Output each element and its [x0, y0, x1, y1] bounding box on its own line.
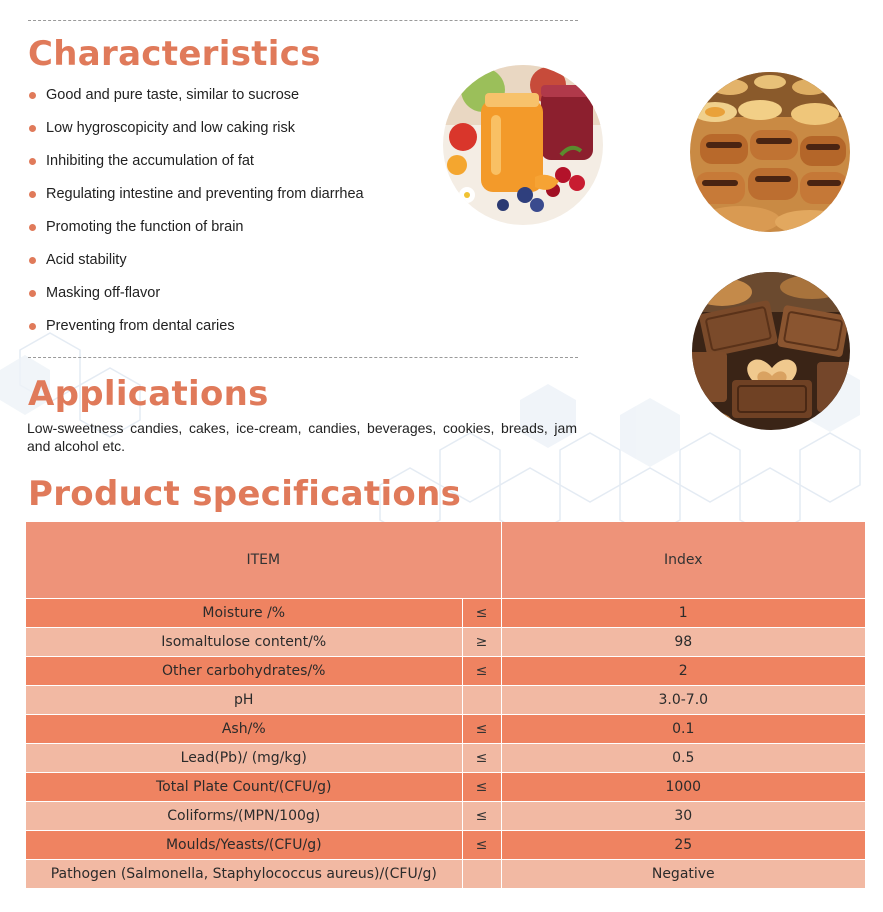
header-item: ITEM [26, 522, 501, 599]
row-symbol [462, 686, 501, 715]
bullet-icon [29, 125, 36, 132]
top-divider [28, 20, 578, 21]
row-index: 1 [501, 599, 865, 628]
table-row [26, 744, 865, 773]
list-item: Good and pure taste, similar to sucrose [28, 84, 364, 117]
row-index: 0.5 [501, 744, 865, 773]
row-item: Coliforms/(MPN/100g) [26, 802, 462, 831]
biscuit-photo [692, 272, 850, 430]
row-symbol: ≤ [462, 715, 501, 744]
list-item: Promoting the function of brain [28, 216, 364, 249]
row-item: Isomaltulose content/% [26, 628, 462, 657]
applications-text: Low-sweetness candies, cakes, ice-cream, candies, beverages, cookies, breads, jam and alcohol etc. [27, 420, 577, 454]
middle-divider [28, 357, 578, 358]
table-row [26, 831, 865, 860]
table-row [26, 773, 865, 802]
table-row [26, 657, 865, 686]
bullet-icon [29, 191, 36, 198]
row-item: pH [26, 686, 462, 715]
table-row [26, 715, 865, 744]
specifications-heading: Product specifications [28, 474, 462, 514]
row-symbol: ≤ [462, 744, 501, 773]
row-index: 98 [501, 628, 865, 657]
row-symbol [462, 860, 501, 889]
bullet-icon [29, 290, 36, 297]
jam-fruit-photo [443, 65, 603, 225]
row-item: Moisture /% [26, 599, 462, 628]
list-item: Regulating intestine and preventing from diarrhea [28, 183, 364, 216]
characteristics-heading: Characteristics [28, 34, 321, 74]
table-row [26, 802, 865, 831]
row-symbol: ≤ [462, 802, 501, 831]
bullet-icon [29, 92, 36, 99]
table-row [26, 860, 865, 889]
row-index: 0.1 [501, 715, 865, 744]
row-index: 30 [501, 802, 865, 831]
row-index: 25 [501, 831, 865, 860]
table-row [26, 599, 865, 628]
list-item: Low hygroscopicity and low caking risk [28, 117, 364, 150]
row-item: Moulds/Yeasts/(CFU/g) [26, 831, 462, 860]
table-row [26, 628, 865, 657]
list-item: Acid stability [28, 249, 364, 282]
characteristics-list [28, 84, 364, 348]
row-index: 2 [501, 657, 865, 686]
header-index: Index [501, 522, 865, 599]
bullet-icon [29, 158, 36, 165]
list-item: Masking off-flavor [28, 282, 364, 315]
row-index: Negative [501, 860, 865, 889]
table-row [26, 686, 865, 715]
list-item: Inhibiting the accumulation of fat [28, 150, 364, 183]
row-index: 1000 [501, 773, 865, 802]
row-item: Ash/% [26, 715, 462, 744]
row-item: Total Plate Count/(CFU/g) [26, 773, 462, 802]
row-index: 3.0-7.0 [501, 686, 865, 715]
row-symbol: ≤ [462, 831, 501, 860]
row-symbol: ≤ [462, 657, 501, 686]
row-item: Lead(Pb)/ (mg/kg) [26, 744, 462, 773]
list-item: Preventing from dental caries [28, 315, 364, 348]
row-symbol: ≥ [462, 628, 501, 657]
bullet-icon [29, 257, 36, 264]
row-item: Other carbohydrates/% [26, 657, 462, 686]
spec-table [26, 522, 865, 889]
pastry-photo [690, 72, 850, 232]
row-symbol: ≤ [462, 773, 501, 802]
bullet-icon [29, 323, 36, 330]
row-item: Pathogen (Salmonella, Staphylococcus aureus)/(CFU/g) [26, 860, 462, 889]
applications-heading: Applications [28, 374, 269, 414]
bullet-icon [29, 224, 36, 231]
row-symbol: ≤ [462, 599, 501, 628]
table-header-row [26, 522, 865, 599]
